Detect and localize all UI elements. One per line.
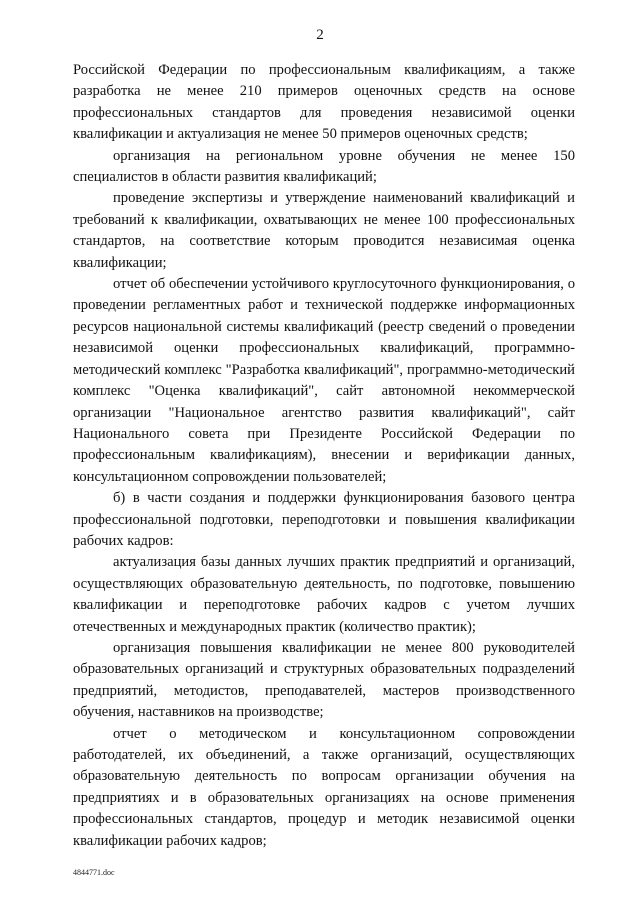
paragraph-managers-training: организация повышения квалификации не менее 800 руководителей образовательных организаций и структурных образовательных подразделений предприятий, методистов, преподавателей, мастеров производственного обучения, наставников на производстве; xyxy=(73,639,575,721)
page-number: 2 xyxy=(316,27,324,43)
document-body xyxy=(73,60,575,852)
paragraph-best-practices-database: актуализация базы данных лучших практик предприятий и организаций, осуществляющих образовательную деятельность, по подготовке, повышению квалификации и переподготовке рабочих кадров с учетом лучших отечественных и международных практик (количество практик); xyxy=(73,554,575,635)
paragraph-section-b: б) в части создания и поддержки функционирования базового центра профессиональной подготовки, переподготовки и повышения квалификации рабочих кадров: xyxy=(73,490,575,549)
paragraph-continuation: Российской Федерации по профессиональным квалификациям, а также разработка не менее 210 примеров оценочных средств на основе профессиональных стандартов для проведения независимой оценки квалификации и актуализация не менее 50 примеров оценочных средств; xyxy=(73,62,575,143)
paragraph-specialist-training: организация на региональном уровне обучения не менее 150 специалистов в области развития квалификаций; xyxy=(73,147,575,186)
paragraph-qualification-expertise: проведение экспертизы и утверждение наименований квалификаций и требований к квалификации, охватывающих не менее 100 профессиональных стандартов, на соответствие которым проводится независимая оценка квалификации; xyxy=(73,190,575,271)
paragraph-methodical-support-report: отчет о методическом и консультационном сопровождении работодателей, их объединений, а также организаций, осуществляющих образовательную деятельность по вопросам организации обучения на предприятиях и в образовательных организациях на основе применения профессиональных стандартов, процедур и методик независимой оценки квалификации рабочих кадров; xyxy=(73,725,575,849)
paragraph-it-support-report: отчет об обеспечении устойчивого круглосуточного функционирования, о проведении регламентных работ и технической поддержке информационных ресурсов национальной системы квалификаций (реестр сведений о проведении независимой оценки профессиональных квалификаций, программно-методический комплекс "Разработка квалификаций", программно-методический комплекс "Оценка квалификаций", сайт автономной некоммерческой организации "Национальное агентство развития квалификаций", сайт Национального совета при Президенте Российской Федерации по профессиональным квалификациям), внесении и верификации данных, консультационном сопровождении пользователей; xyxy=(73,276,575,485)
footer-document-code: 4844771.doc xyxy=(73,868,115,877)
